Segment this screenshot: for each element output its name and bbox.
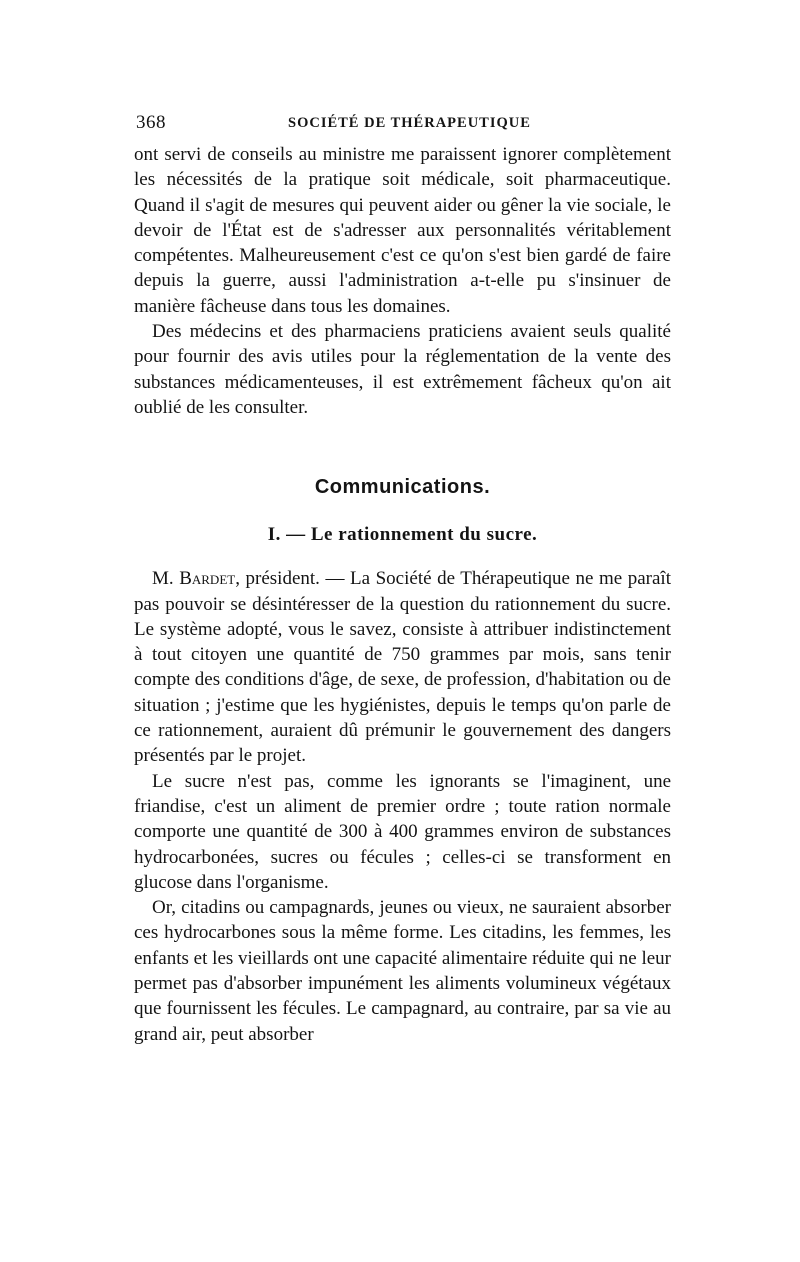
speaker-name: Bardet: [179, 568, 236, 590]
paragraph-city-country: Or, citadins ou campagnards, jeunes ou vieux, ne sauraient absorber ces hydrocarbones sous la même forme. Les citadins, les femmes, les enfants et les vieillards ont une capacité alimentaire réduite qui ne leur permet pas d'absorber impunément les aliments volumineux végétaux que fournissent les fécules. Le campagnard, au contraire, par sa vie au grand air, peut absorber: [134, 897, 671, 1045]
section-title: Communications.: [314, 476, 491, 499]
paragraph-sugar-food: Le sucre n'est pas, comme les ignorants se l'imaginent, une friandise, c'est un aliment de premier ordre ; toute ration normale comporte une quantité de 300 à 400 grammes environ de substances hydrocarbonées, sucres ou fécules ; celles-ci se transforment en glucose dans l'organisme.: [134, 770, 671, 893]
subsection-title: I. — Le rationnement du sucre.: [267, 524, 538, 546]
running-title: SOCIÉTÉ DE THÉRAPEUTIQUE: [288, 115, 531, 131]
book-page: [134, 112, 671, 1047]
running-head: [134, 112, 671, 142]
paragraph-intro-continued: ont servi de conseils au ministre me paraissent ignorer complètement les nécessités de la pratique soit médicale, soit pharmaceutique. Quand il s'agit de mesures qui peuvent aider ou gêner la vie sociale, le devoir de l'État est de s'adresser aux personnalités véritablement compétentes. Malheureusement c'est ce qu'on s'est bien gardé de faire depuis la guerre, aussi l'administration a-t-elle pu s'insinuer de manière fâcheuse dans tous les domaines.: [134, 144, 671, 317]
page-number: 368: [136, 112, 166, 133]
paragraph-speech-first: [134, 566, 671, 768]
speech-text: La Société de Thérapeutique ne me paraît pas pouvoir se désintéresser de la question du rationnement du sucre. Le système adopté, vous le savez, consiste à attribuer indistinctement à tout citoyen une quantité de 750 grammes par mois, sans tenir compte des conditions d'âge, de sexe, de profession, d'habitation ou de situation ; j'estime que les hygiénistes, depuis le temps qu'on parle de ce rationnement, auraient dû prémunir le gouvernement des dangers présentés par le projet.: [134, 568, 671, 767]
speaker-role: , président. —: [235, 568, 351, 590]
speaker-prefix: M.: [152, 568, 180, 590]
paragraph-intro-second: Des médecins et des pharmaciens praticiens avaient seuls qualité pour fournir des avis utiles pour la réglementation de la vente des substances médicamenteuses, il est extrêmement fâcheux qu'on ait oublié de les consulter.: [134, 321, 671, 418]
